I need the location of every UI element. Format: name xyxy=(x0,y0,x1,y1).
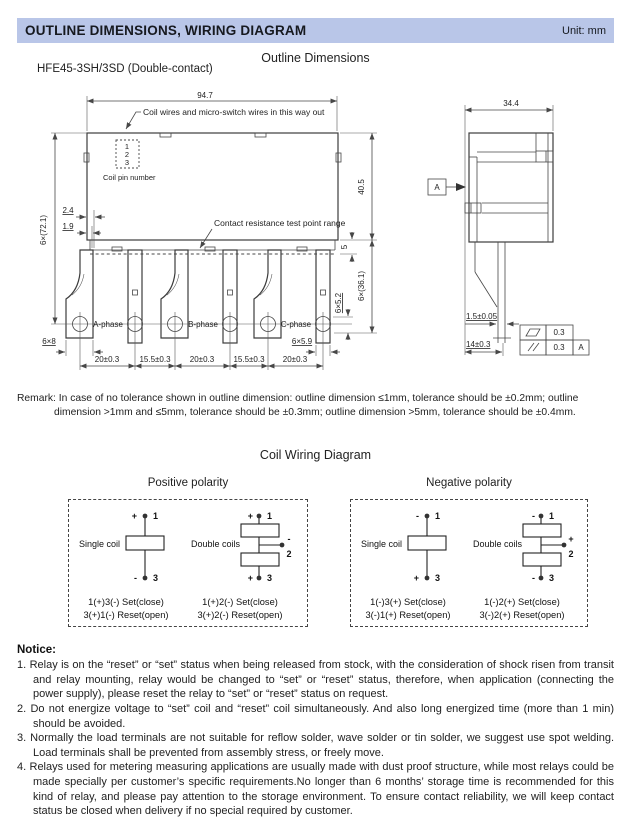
svg-text:+: + xyxy=(568,534,574,544)
positive-single-set: 1(+)3(-) Set(close) xyxy=(88,597,164,607)
svg-text:Coil wires and micro-switch wi: Coil wires and micro-switch wires in this way out xyxy=(143,107,325,117)
notice-item-4: 4. Relays used for metering measuring applications are usually made with dust proof structure, while most relays could be made specially per customer’s specific requirements.No longer than 6 months’ storage time is recommended for this kind of relay, and please pay attention to the storage environment. To ensure contact reliability, we will keep contact status be closed when delivery if no special required by customer. xyxy=(17,761,614,818)
positive-double-set: 1(+)2(-) Set(close) xyxy=(202,597,278,607)
svg-text:6×8: 6×8 xyxy=(42,337,56,346)
unit-label: Unit: mm xyxy=(562,24,606,37)
negative-single-set: 1(-)3(+) Set(close) xyxy=(370,597,446,607)
negative-double-set: 1(-)2(+) Set(close) xyxy=(484,597,560,607)
svg-text:6×5.9: 6×5.9 xyxy=(291,337,313,346)
remark-text: Remark: In case of no tolerance shown in outline dimension: outline dimension ≤1mm, tolerance should be ±0.2mm; outline dimension >1mm and ≤5mm, tolerance should be ±0.3mm; outline dimension >5mm, tolerance should be ±0.4mm. xyxy=(17,393,579,419)
notice-title: Notice: xyxy=(17,644,56,656)
dim-5 xyxy=(340,232,357,262)
terminals xyxy=(66,250,330,343)
model-label: HFE45-3SH/3SD (Double-contact) xyxy=(37,63,213,75)
svg-text:1.9: 1.9 xyxy=(62,222,74,231)
svg-text:2: 2 xyxy=(124,150,130,159)
positive-single-reset: 3(+)1(-) Reset(open) xyxy=(83,610,169,620)
svg-text:Contact resistance test point: Contact resistance test point range xyxy=(214,218,346,228)
svg-text:A: A xyxy=(434,183,440,192)
svg-text:3: 3 xyxy=(124,158,130,167)
svg-text:40.5: 40.5 xyxy=(357,179,366,195)
header-bar xyxy=(17,18,614,43)
svg-text:+: + xyxy=(247,573,253,583)
dim-1-5 xyxy=(465,312,519,324)
svg-text:15.5±0.3: 15.5±0.3 xyxy=(139,355,171,364)
svg-text:2: 2 xyxy=(568,549,574,559)
tolerance-frames xyxy=(520,325,589,355)
double-coils-positive xyxy=(191,511,292,583)
svg-text:-: - xyxy=(287,534,291,544)
svg-text:Single coil: Single coil xyxy=(361,539,403,549)
phase-c-label: C-phase xyxy=(280,320,312,329)
negative-polarity-diagram xyxy=(351,500,587,626)
svg-text:20±0.3: 20±0.3 xyxy=(282,355,308,364)
phase-b-label: B-phase xyxy=(188,320,218,329)
svg-text:3: 3 xyxy=(267,573,273,583)
svg-text:1: 1 xyxy=(435,511,441,521)
coil-pin-label: Coil pin number xyxy=(103,173,156,182)
flatness-icon xyxy=(526,329,540,336)
svg-text:1.5±0.05: 1.5±0.05 xyxy=(466,312,498,321)
svg-text:+: + xyxy=(131,511,137,521)
negative-polarity-title: Negative polarity xyxy=(426,477,512,489)
svg-text:1: 1 xyxy=(267,511,273,521)
double-coils-negative xyxy=(473,511,574,583)
single-coil-positive xyxy=(79,511,164,583)
phase-a-label: A-phase xyxy=(93,320,123,329)
negative-double-reset: 3(-)2(+) Reset(open) xyxy=(479,610,565,620)
svg-text:6×(36.1): 6×(36.1) xyxy=(357,270,366,302)
positive-polarity-diagram xyxy=(69,500,307,626)
dim-34-4 xyxy=(465,99,553,131)
positive-double-reset: 3(+)2(-) Reset(open) xyxy=(197,610,283,620)
svg-text:3: 3 xyxy=(153,573,159,583)
notice-item-2: 2. Do not energize voltage to “set” coil and “reset” coil simultaneously. And also long energized time (more than 1 min) should be avoided. xyxy=(17,702,615,730)
wiring-section-title: Coil Wiring Diagram xyxy=(259,448,372,462)
dim-14 xyxy=(465,340,503,356)
svg-text:1: 1 xyxy=(153,511,159,521)
svg-text:15.5±0.3: 15.5±0.3 xyxy=(233,355,265,364)
svg-text:Single coil: Single coil xyxy=(79,539,121,549)
svg-text:0.3: 0.3 xyxy=(553,328,565,337)
svg-text:2.4: 2.4 xyxy=(62,206,74,215)
svg-text:2: 2 xyxy=(286,549,292,559)
svg-text:A: A xyxy=(578,343,584,352)
svg-text:-: - xyxy=(532,573,535,583)
relay-body-side xyxy=(469,133,553,242)
svg-text:14±0.3: 14±0.3 xyxy=(466,340,491,349)
outline-section-title: Outline Dimensions xyxy=(261,51,370,65)
svg-text:0.3: 0.3 xyxy=(553,343,565,352)
svg-text:34.4: 34.4 xyxy=(503,99,519,108)
side-view xyxy=(428,99,589,356)
svg-text:Double coils: Double coils xyxy=(191,539,241,549)
svg-text:-: - xyxy=(532,511,535,521)
notice-item-3: 3. Normally the load terminals are not suitable for reflow solder, wave solder or tin solder, we suggest use spot welding. Load terminals shall be prevented from assembly stress, or freely move. xyxy=(17,732,614,759)
dim-6x8 xyxy=(42,337,103,356)
svg-text:+: + xyxy=(413,573,419,583)
dim-40-5 xyxy=(340,133,377,240)
svg-text:3: 3 xyxy=(549,573,555,583)
svg-text:5: 5 xyxy=(340,244,349,250)
negative-polarity-panel xyxy=(350,499,588,627)
positive-polarity-title: Positive polarity xyxy=(147,477,229,489)
notice-item-1: 1. Relay is on the “reset” or “set” status when being released from stock, with the consideration of shock risen from transit and relay mounting, relay would be changed to “set” or “reset” status, therefore, when application (connecting the power supply), please reset the relay to “set” or “reset” status on request. xyxy=(17,659,614,701)
svg-text:6×5.2: 6×5.2 xyxy=(334,292,343,314)
svg-text:20±0.3: 20±0.3 xyxy=(94,355,120,364)
svg-text:+: + xyxy=(247,511,253,521)
svg-text:6×(72.1): 6×(72.1) xyxy=(39,214,48,246)
coil-wires-callout xyxy=(126,107,325,129)
single-coil-negative xyxy=(361,511,446,583)
parallelism-icon xyxy=(528,343,539,351)
positive-polarity-panel xyxy=(68,499,308,627)
page-title: OUTLINE DIMENSIONS, WIRING DIAGRAM xyxy=(25,23,307,38)
svg-text:Double coils: Double coils xyxy=(473,539,523,549)
svg-text:-: - xyxy=(134,573,137,583)
negative-single-reset: 3(-)1(+) Reset(open) xyxy=(365,610,451,620)
svg-text:1: 1 xyxy=(124,142,130,151)
notice-section xyxy=(17,644,614,819)
svg-text:3: 3 xyxy=(435,573,441,583)
svg-text:-: - xyxy=(416,511,419,521)
pitch-dimensions xyxy=(80,355,323,366)
svg-text:20±0.3: 20±0.3 xyxy=(189,355,215,364)
svg-text:1: 1 xyxy=(549,511,555,521)
datum-a-flag xyxy=(428,179,466,195)
front-view xyxy=(39,91,377,370)
outline-drawing xyxy=(0,85,631,385)
svg-text:94.7: 94.7 xyxy=(197,91,213,100)
